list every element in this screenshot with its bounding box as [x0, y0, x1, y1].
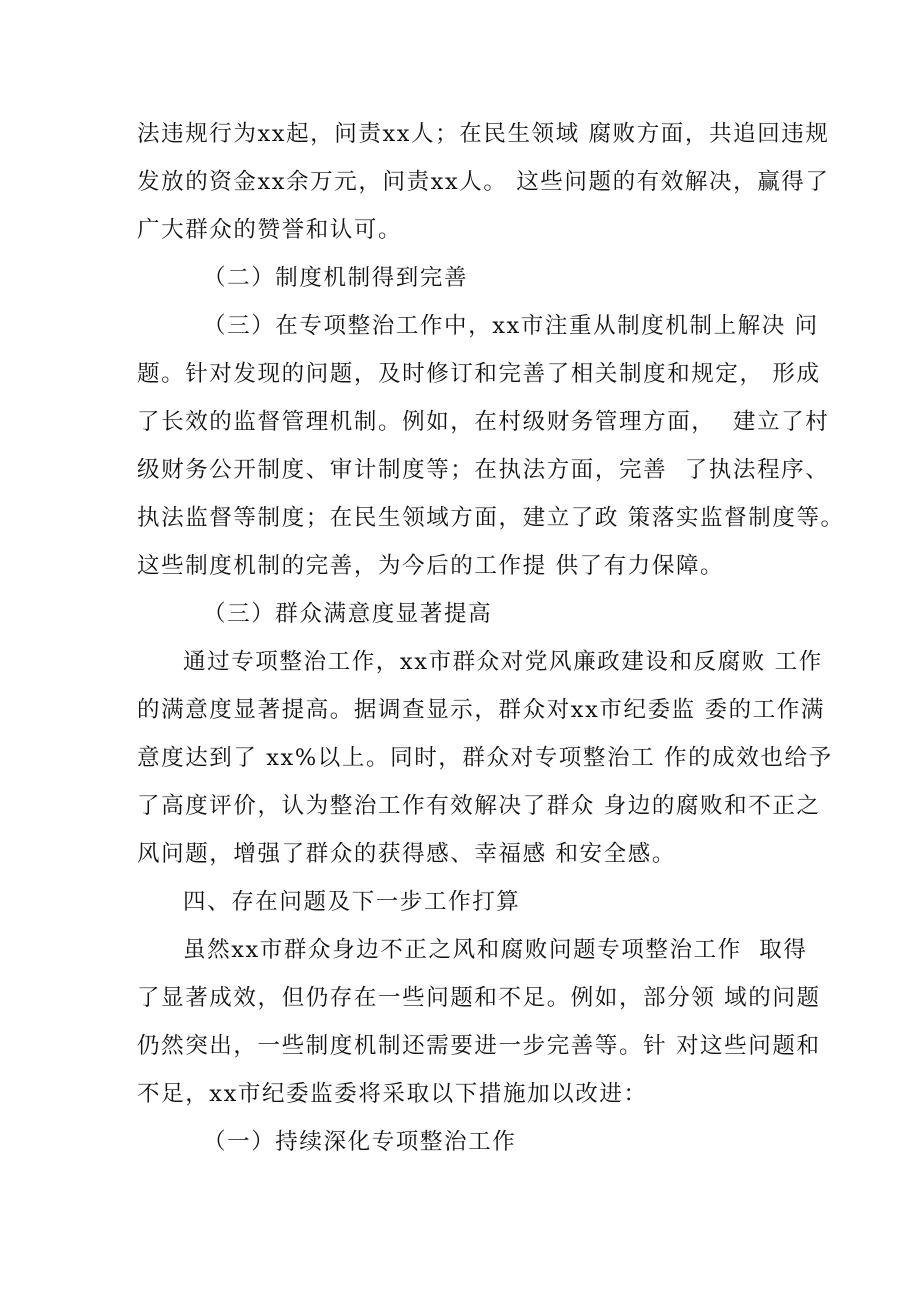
paragraph-line: 级财务公开制度、审计制度等；在执法方面，完善 了执法程序、: [137, 457, 830, 483]
paragraph-line: 法违规行为xx起，问责xx人；在民生领域 腐败方面，共追回违规: [137, 121, 830, 147]
paragraph-line: 了高度评价，认为整治工作有效解决了群众 身边的腐败和不正之: [137, 793, 821, 819]
paragraph-line: 发放的资金xx余万元，问责xx人。 这些问题的有效解决，赢得了: [137, 169, 830, 195]
paragraph-line: 意度达到了 xx%以上。同时，群众对专项整治工 作的成效也给予: [137, 745, 833, 771]
paragraph-line: 的满意度显著提高。据调查显示，群众对xx市纪委监 委的工作满: [137, 697, 826, 723]
paragraph-line: 不足，xx市纪委监委将采取以下措施加以改进：: [137, 1081, 648, 1107]
paragraph-line: 执法监督等制度；在民生领域方面，建立了政 策落实监督制度等。: [137, 505, 845, 531]
paragraph-line: 仍然突出，一些制度机制还需要进一步完善等。针 对这些问题和: [137, 1033, 821, 1059]
section-heading: （二）制度机制得到完善: [203, 265, 469, 291]
paragraph-line: 了显著成效，但仍存在一些问题和不足。例如，部分领 域的问题: [137, 985, 821, 1011]
paragraph-line: 了长效的监督管理机制。例如，在村级财务管理方面， 建立了村: [137, 409, 830, 435]
paragraph-line: 风问题，增强了群众的获得感、幸福感 和安全感。: [137, 841, 676, 867]
paragraph-line: 通过专项整治工作，xx市群众对党风廉政建设和反腐败 工作: [183, 649, 823, 675]
paragraph-line: 虽然xx市群众身边不正之风和腐败问题专项整治工作 取得: [183, 937, 808, 963]
section-heading: （一）持续深化专项整治工作: [203, 1129, 517, 1155]
paragraph-line: 广大群众的赞誉和认可。: [137, 217, 403, 243]
paragraph-line: 这些制度机制的完善，为今后的工作提 供了有力保障。: [137, 553, 725, 579]
paragraph-line: 题。针对发现的问题，及时修订和完善了相关制度和规定， 形成: [137, 361, 821, 387]
section-heading: （三）群众满意度显著提高: [203, 601, 493, 627]
paragraph-line: （三）在专项整治工作中，xx市注重从制度机制上解决 问: [203, 313, 819, 339]
section-heading: 四、存在问题及下一步工作打算: [183, 889, 521, 915]
